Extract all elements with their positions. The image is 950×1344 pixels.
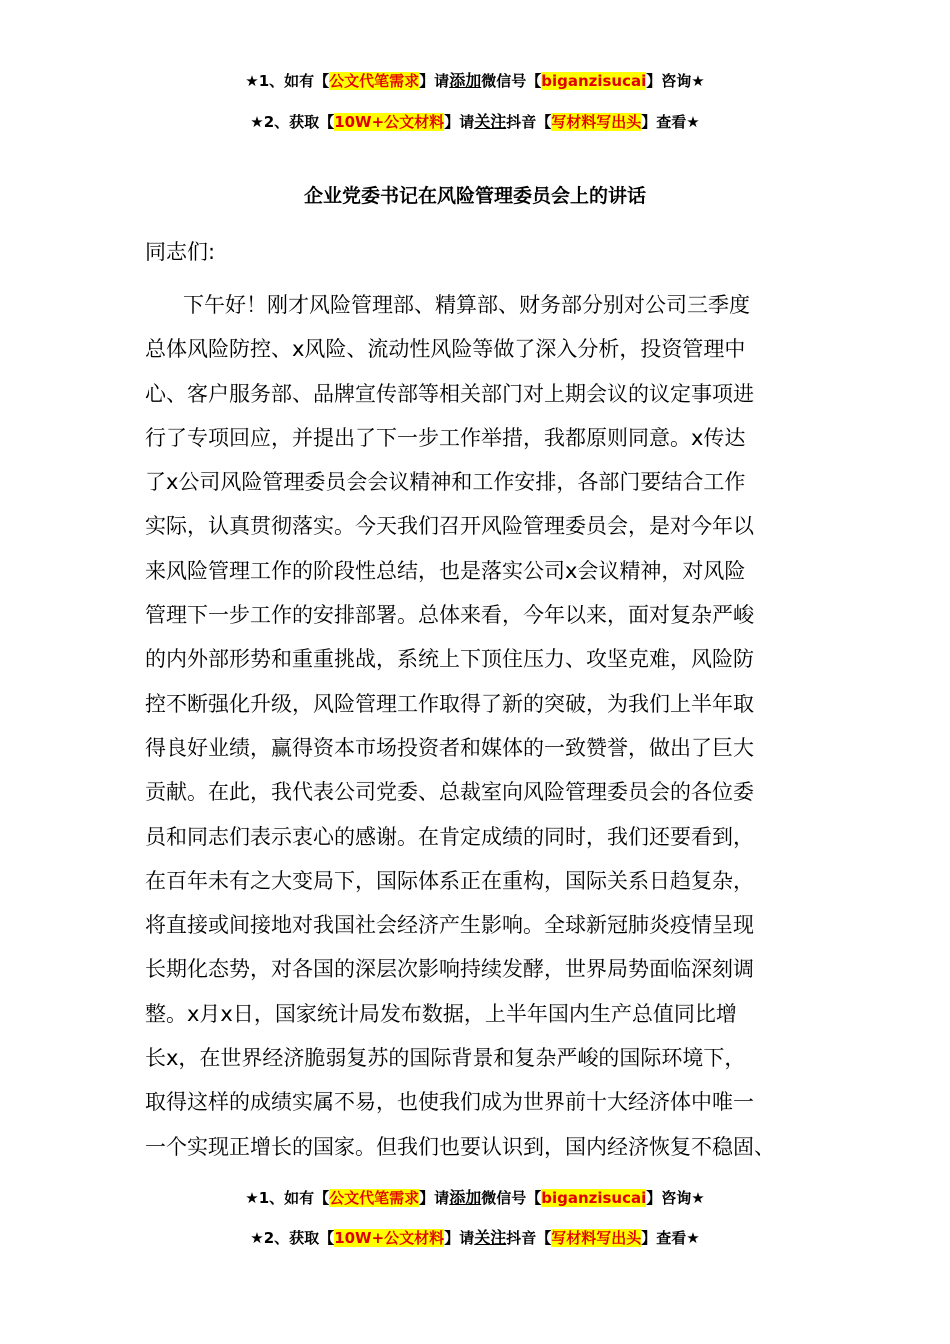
body-line: 员和同志们表示衷心的感谢。在肯定成绩的同时，我们还要看到，: [145, 824, 754, 849]
body-line: 管理下一步工作的安排部署。总体来看，今年以来，面对复杂严峻: [145, 603, 754, 628]
body-line: 整。x月x日，国家统计局发布数据，上半年国内生产总值同比增: [145, 1001, 737, 1026]
banner-emphasis: 添加: [449, 1188, 482, 1207]
body-line: 取得这样的成绩实属不易，也使我们成为世界前十大经济体中唯一: [145, 1090, 754, 1115]
banner-text: 】咨询★: [646, 72, 705, 90]
banner-text: ★1、如有【: [245, 1189, 330, 1207]
banner-highlight: 写材料写出头: [551, 1229, 642, 1247]
banner-text: 】请: [444, 113, 475, 131]
banner-emphasis: 关注: [474, 112, 507, 131]
body-paragraph: [145, 283, 795, 1169]
banner-text: 】请: [444, 1229, 475, 1247]
banner-text: ★2、获取【: [250, 1229, 335, 1247]
body-line: 一个实现正增长的国家。但我们也要认识到，国内经济恢复不稳固、: [145, 1134, 775, 1159]
body-line: 行了专项回应，并提出了下一步工作举措，我都原则同意。x传达: [145, 425, 746, 450]
banner-text: 】查看★: [641, 113, 700, 131]
banner-emphasis: 关注: [474, 1228, 507, 1247]
banner-highlight: biganzisucai: [541, 1189, 647, 1207]
banner-highlight: 公文代笔需求: [329, 72, 420, 90]
body-line: 长期化态势，对各国的深层次影响持续发酵，世界局势面临深刻调: [145, 957, 754, 982]
body-line: 长x，在世界经济脆弱复苏的国际背景和复杂严峻的国际环境下，: [145, 1046, 746, 1071]
banner-text: 抖音【: [506, 1229, 552, 1247]
body-line: 在百年未有之大变局下，国际体系正在重构，国际关系日趋复杂，: [145, 868, 754, 893]
salutation: 同志们:: [145, 240, 216, 264]
banner-emphasis: 添加: [449, 71, 482, 90]
body-line: 来风险管理工作的阶段性总结，也是落实公司x会议精神，对风险: [145, 558, 746, 583]
body-line: 心、客户服务部、品牌宣传部等相关部门对上期会议的议定事项进: [145, 381, 754, 406]
banner-highlight: biganzisucai: [541, 72, 647, 90]
top-banner-line-1: [0, 71, 950, 91]
banner-text: 微信号【: [481, 72, 542, 90]
body-line: 将直接或间接地对我国社会经济产生影响。全球新冠肺炎疫情呈现: [145, 913, 754, 938]
body-line: 控不断强化升级，风险管理工作取得了新的突破，为我们上半年取: [145, 691, 754, 716]
body-line: 了x公司风险管理委员会会议精神和工作安排，各部门要结合工作: [145, 470, 746, 495]
document-title: 企业党委书记在风险管理委员会上的讲话: [303, 185, 646, 207]
body-line: 总体风险防控、x风险、流动性风险等做了深入分析，投资管理中: [145, 337, 746, 362]
body-line: 下午好！刚才风险管理部、精算部、财务部分别对公司三季度: [183, 293, 750, 317]
body-line: 得良好业绩，赢得资本市场投资者和媒体的一致赞誉，做出了巨大: [145, 735, 754, 760]
body-line: 贡献。在此，我代表公司党委、总裁室向风险管理委员会的各位委: [145, 780, 754, 805]
banner-text: 微信号【: [481, 1189, 542, 1207]
banner-text: 】咨询★: [646, 1189, 705, 1207]
bottom-banner-line-1: [0, 1188, 950, 1208]
body-line: 实际，认真贯彻落实。今天我们召开风险管理委员会，是对今年以: [145, 514, 754, 539]
banner-highlight: 公文代笔需求: [329, 1189, 420, 1207]
banner-highlight: 写材料写出头: [551, 113, 642, 131]
banner-highlight: 10W+公文材料: [334, 113, 445, 131]
banner-text: 】查看★: [641, 1229, 700, 1247]
banner-text: 】请: [419, 1189, 450, 1207]
banner-text: 抖音【: [506, 113, 552, 131]
banner-text: ★1、如有【: [245, 72, 330, 90]
bottom-banner-line-2: [0, 1228, 950, 1248]
banner-text: ★2、获取【: [250, 113, 335, 131]
top-banner-line-2: [0, 112, 950, 132]
banner-text: 】请: [419, 72, 450, 90]
banner-highlight: 10W+公文材料: [334, 1229, 445, 1247]
body-line: 的内外部形势和重重挑战，系统上下顶住压力、攻坚克难，风险防: [145, 647, 754, 672]
